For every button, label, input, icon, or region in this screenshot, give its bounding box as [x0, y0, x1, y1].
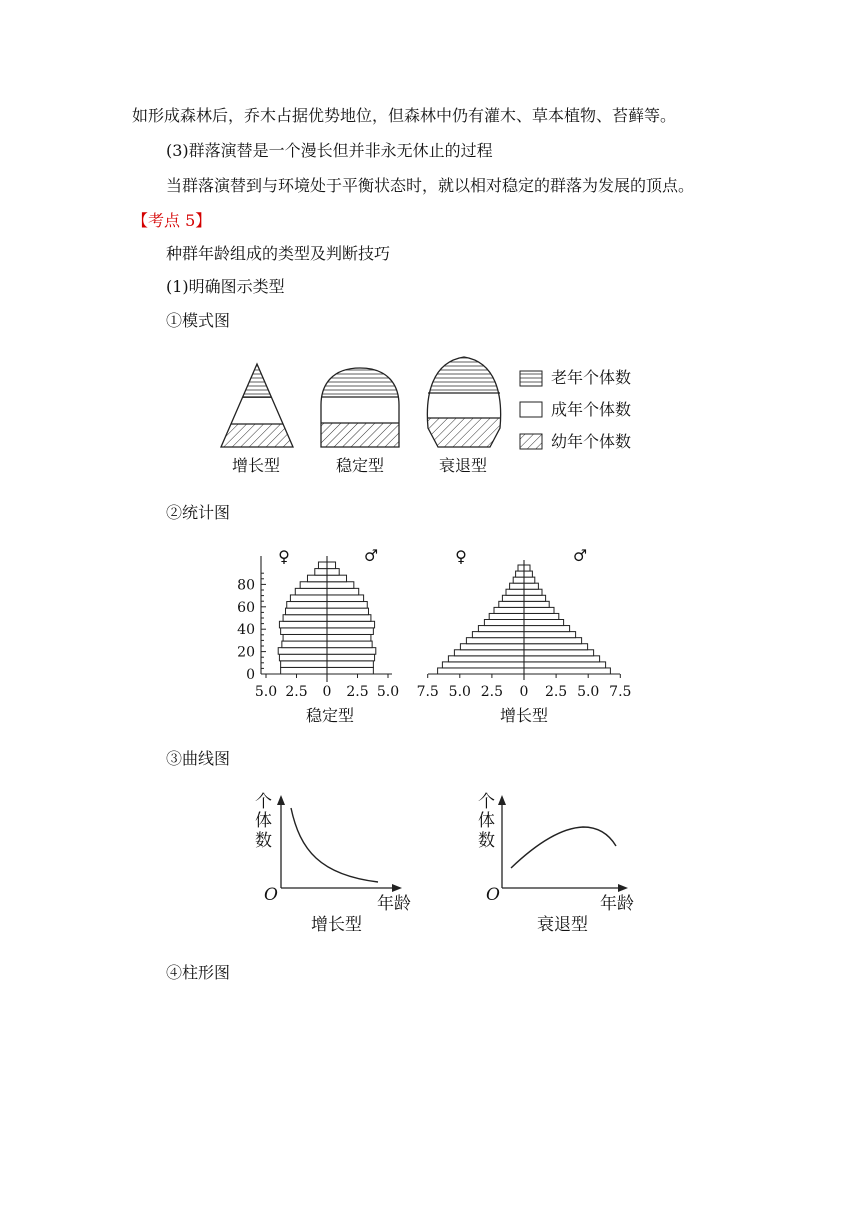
curve-right-origin: O [486, 885, 500, 905]
stable-pyramid [237, 546, 399, 700]
growth-bar [513, 577, 535, 583]
stable-y-tick-label: 40 [237, 622, 255, 639]
growth-bar [516, 571, 533, 577]
stable-x-tick-label: 2.5 [346, 684, 369, 700]
growth-x-tick-label: 2.5 [480, 684, 504, 700]
stable-y-tick-label: 80 [237, 577, 255, 594]
curve-right-y-label-1: 个 [478, 792, 495, 812]
growth-bar [510, 583, 539, 589]
growth-bar [438, 668, 611, 674]
growth-bar [502, 595, 545, 601]
curve-left-y-label-2: 体 [255, 811, 272, 831]
growth-bar [442, 662, 605, 668]
curve-declining [498, 795, 628, 892]
growth-bar [472, 632, 575, 638]
stable-bar [279, 654, 374, 661]
stable-y-tick-label: 60 [237, 599, 255, 616]
stable-bar [283, 615, 371, 622]
model-caption-growth: 增长型 [232, 456, 281, 475]
model-caption-declining: 衰退型 [439, 456, 488, 475]
growth-x-tick-label: 7.5 [416, 684, 439, 700]
point-1-heading: (1)明确图示类型 [166, 277, 285, 296]
stable-x-tick-label: 5.0 [376, 684, 400, 700]
legend-young-swatch [520, 434, 542, 449]
model-stable-shape [315, 362, 405, 449]
legend-adult-label: 成年个体数 [551, 400, 632, 419]
stat-caption-growth: 增长型 [500, 706, 549, 725]
male-symbol: ♂ [363, 546, 379, 565]
stable-y-tick-label: 20 [237, 644, 255, 661]
growth-bar [506, 589, 542, 595]
growth-bar [448, 656, 599, 662]
stable-x-tick-label: 2.5 [285, 684, 308, 700]
growth-bar [460, 644, 587, 650]
bar-chart-heading: ④柱形图 [166, 963, 231, 982]
male-symbol: ♂ [572, 546, 588, 565]
point-3-heading: (3)群落演替是一个漫长但并非永无休止的过程 [166, 141, 493, 160]
growth-bar [478, 626, 569, 632]
paragraph-forest: 如形成森林后，乔木占据优势地位，但森林中仍有灌木、草本植物、苔藓等。 [132, 106, 677, 125]
curve-growth [277, 795, 402, 892]
growth-bar [489, 613, 559, 619]
growth-x-tick-label: 2.5 [544, 684, 568, 700]
legend-old-label: 老年个体数 [551, 368, 632, 387]
legend-adult-swatch [520, 402, 542, 417]
curve-chart-heading: ③曲线图 [166, 749, 231, 768]
curve-caption-growth: 增长型 [311, 915, 362, 935]
stable-bar [286, 608, 369, 615]
model-growth-shape [215, 360, 300, 449]
curve-left-origin: O [264, 885, 278, 905]
curve-left-y-label-1: 个 [255, 792, 272, 812]
stable-bar [318, 562, 335, 569]
stat-caption-stable: 稳定型 [306, 706, 355, 725]
stable-bar [307, 575, 346, 582]
growth-pyramid [417, 546, 632, 700]
stable-bar [282, 641, 372, 648]
growth-bar [518, 565, 530, 571]
stable-bar [281, 661, 374, 668]
model-caption-stable: 稳定型 [336, 456, 385, 475]
stable-bar [287, 602, 368, 609]
curve-left-x-label: 年龄 [377, 894, 411, 914]
legend-young-label: 幼年个体数 [551, 432, 632, 451]
curve-right-y-label-2: 体 [478, 811, 495, 831]
stable-bar [281, 628, 374, 635]
legend-old-swatch [520, 371, 542, 386]
section-title: 种群年龄组成的类型及判断技巧 [166, 244, 391, 263]
model-diagram-heading: ①模式图 [166, 311, 231, 330]
stable-bar [279, 621, 374, 628]
growth-bar [466, 638, 581, 644]
stable-bar [295, 588, 358, 595]
stat-chart-heading: ②统计图 [166, 503, 231, 522]
stable-bar [281, 667, 374, 674]
stable-bar [300, 582, 354, 589]
curve-caption-declining: 衰退型 [537, 915, 588, 935]
growth-x-tick-label: 5.0 [577, 684, 600, 700]
stable-bar [278, 648, 376, 655]
growth-bar [454, 650, 593, 656]
growth-bar [484, 620, 563, 626]
curve-right-x-label: 年龄 [600, 894, 634, 914]
growth-bar [499, 601, 549, 607]
stable-x-tick-label: 5.0 [254, 684, 278, 700]
stable-bar [315, 569, 339, 576]
growth-x-tick-label: 5.0 [448, 684, 471, 700]
growth-x-tick-label: 0 [519, 684, 529, 700]
female-symbol: ♀ [278, 547, 290, 566]
growth-x-tick-label: 7.5 [609, 684, 632, 700]
paragraph-climax: 当群落演替到与环境处于平衡状态时，就以相对稳定的群落为发展的顶点。 [166, 176, 695, 195]
stable-bar [290, 595, 363, 602]
curve-left-y-label-3: 数 [255, 831, 272, 851]
curve-right-y-label-3: 数 [478, 831, 495, 851]
stable-x-tick-label: 0 [322, 684, 332, 700]
model-declining-shape [420, 352, 510, 450]
stable-y-tick-label: 0 [246, 667, 255, 683]
kaodian-label: 【考点 5】 [132, 211, 212, 230]
stable-bar [283, 634, 371, 641]
female-symbol: ♀ [455, 547, 467, 566]
growth-bar [494, 607, 554, 613]
